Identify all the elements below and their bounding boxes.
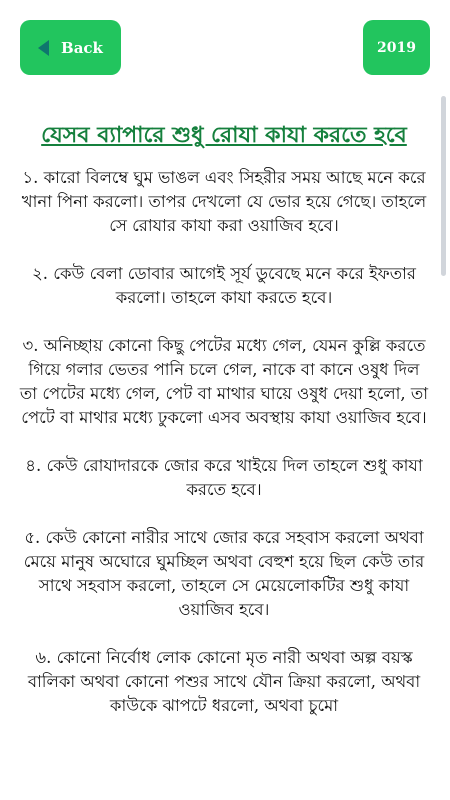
paragraph-6: ৬. কোনো নির্বোধ লোক কোনো মৃত নারী অথবা অল্প বয়স্ক বালিকা অথবা কোনো পশুর সাথে যৌন ক্রিয়া করলো, অথবা কাউকে ঝাপটে ধরলো, অথবা চুমো [27,648,421,715]
paragraph-1: ১. কারো বিলম্বে ঘুম ভাঙল এবং সিহরীর সময় আছে মনে করে খানা পিনা করলো। তাপর দেখলো যে ভোর হয়ে গেছে। তাহলে সে রোযার কাযা করা ওয়াজিব হবে। [21,168,427,235]
paragraph-3: ৩. অনিচ্ছায় কোনো কিছু পেটের মধ্যে গেল, যেমন কুল্লি করতে গিয়ে গলার ভেতর পানি চলে গেল, নাকে বা কানে ওষুধ দিল তা পেটের মধ্যে গেল, পেট বা মাথার ঘায়ে ওষুধ দেয়া হলো, তা পেটে বা মাথার মধ্যে ঢুকলো এসব অবস্থায় কাযা ওয়াজিব হবে। [19,336,429,427]
article-title: যেসব ব্যাপারে শুধু রোযা কাযা করতে হবে [41,122,407,148]
back-arrow-icon [38,40,49,56]
scrollbar[interactable] [441,96,446,276]
back-button[interactable] [20,20,121,75]
top-bar [0,0,450,96]
back-button-label: Back [61,38,103,57]
year-button-label: 2019 [377,39,416,56]
article-content [18,118,430,800]
paragraph-2: ২. কেউ বেলা ডোবার আগেই সূর্য ডুবেছে মনে করে ইফতার করলো। তাহলে কাযা করতে হবে। [32,264,416,307]
paragraph-4: ৪. কেউ রোযাদারকে জোর করে খাইয়ে দিল তাহলে শুধু কাযা করতে হবে। [25,456,423,499]
paragraph-5: ৫. কেউ কোনো নারীর সাথে জোর করে সহবাস করলো অথবা মেয়ে মানুষ অঘোরে ঘুমচ্ছিল অথবা বেহুশ হয়ে ছিল কেউ তার সাথে সহবাস করলো, তাহলে সে মেয়েলোকটির শুধু কাযা ওয়াজিব হবে। [23,528,425,619]
year-button[interactable] [363,20,430,75]
